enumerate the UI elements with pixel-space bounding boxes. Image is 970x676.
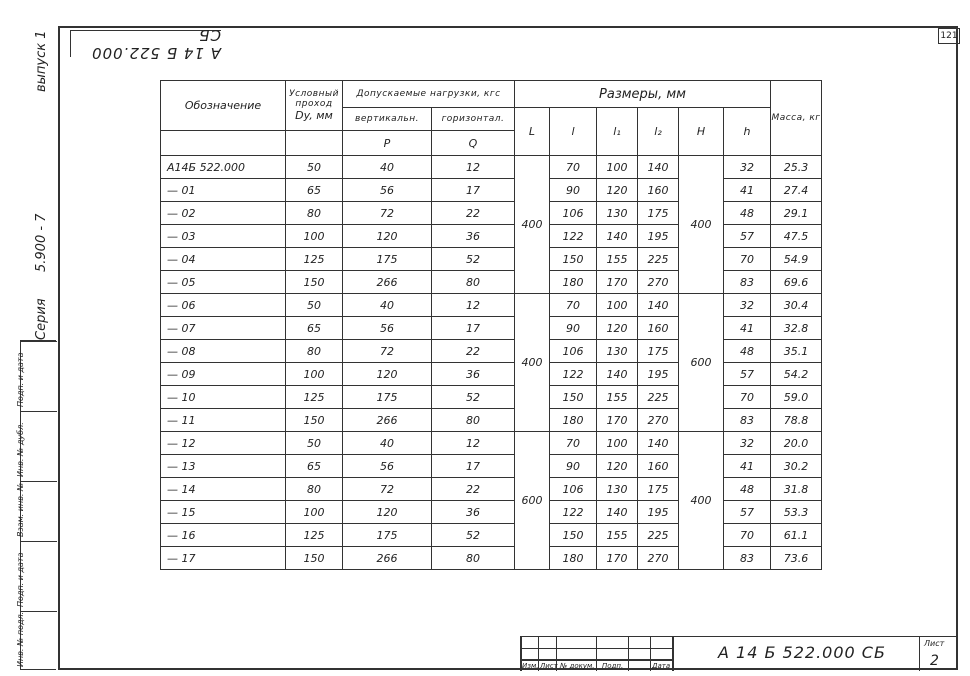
cell-mass: 54.9 [771,248,822,271]
cell-dy: 100 [286,501,343,524]
cell-l: 122 [550,501,597,524]
cell-l1: 130 [597,340,638,363]
cell-designation: — 17 [161,547,286,570]
cell-l: 122 [550,363,597,386]
stamp-cell: Инв. № дубл. [21,411,57,481]
cell-h: 41 [724,455,771,478]
cell-l2: 195 [638,501,679,524]
table-row [161,294,822,317]
cell-Q: 52 [432,248,515,271]
cell-mass: 31.8 [771,478,822,501]
stamp-cell: Подп. и дата [21,541,57,611]
cell-l: 106 [550,202,597,225]
cell-H-group: 400 [679,432,724,570]
cell-dy: 65 [286,317,343,340]
cell-l: 122 [550,225,597,248]
cell-h: 83 [724,271,771,294]
sheet-label: Лист [924,639,945,648]
header-sizes: Размеры, мм [515,81,771,108]
tb-label-sign: Подп. [602,662,624,670]
cell-l1: 140 [597,501,638,524]
cell-h: 32 [724,432,771,455]
cell-l1: 155 [597,248,638,271]
title-block [520,636,958,671]
cell-Q: 17 [432,317,515,340]
cell-L-group: 600 [515,432,550,570]
tb-label-date: Дата [652,662,671,670]
cell-Q: 36 [432,225,515,248]
cell-P: 40 [343,294,432,317]
cell-l: 90 [550,455,597,478]
cell-designation: — 15 [161,501,286,524]
stamp-cell: Подп. и дата [21,341,57,411]
title-block-code: А 14 Б 522.000 СБ [718,643,886,662]
cell-dy: 125 [286,524,343,547]
title-block-grid [520,637,672,671]
header-designation: Обозначение [161,81,286,131]
cell-l1: 170 [597,271,638,294]
cell-l: 150 [550,524,597,547]
cell-l2: 270 [638,547,679,570]
cell-P: 175 [343,386,432,409]
cell-designation: — 10 [161,386,286,409]
header-nominal-label: Условный проход [289,89,339,109]
tb-label-doc: № докум. [560,662,595,670]
header-H: H [679,108,724,156]
cell-h: 41 [724,179,771,202]
cell-dy: 150 [286,409,343,432]
cell-dy: 100 [286,225,343,248]
table-row [161,432,822,455]
issue-label: выпуск 1 [34,30,49,92]
page-corner-number: 121 [938,28,960,44]
cell-l2: 175 [638,478,679,501]
header-designation-cont [161,131,286,156]
cell-designation: — 07 [161,317,286,340]
stamp-cell: Инв. № подл. [21,611,57,671]
header-mass: Масса, кг [771,81,822,156]
cell-l1: 140 [597,363,638,386]
header-nominal [286,81,343,131]
cell-h: 83 [724,409,771,432]
cell-dy: 65 [286,455,343,478]
cell-mass: 53.3 [771,501,822,524]
cell-P: 40 [343,156,432,179]
cell-l2: 225 [638,386,679,409]
header-dy-cont [286,131,343,156]
cell-designation: — 09 [161,363,286,386]
cell-l2: 195 [638,363,679,386]
approval-stamp-strip [16,340,56,670]
tb-label-list: Лист [540,662,558,670]
cell-Q: 22 [432,340,515,363]
header-l2: l₂ [638,108,679,156]
cell-Q: 22 [432,202,515,225]
cell-l: 180 [550,547,597,570]
cell-l2: 175 [638,202,679,225]
top-designation-code: А 14 Б 522.000 СБ [70,30,221,57]
cell-l1: 140 [597,225,638,248]
cell-l2: 175 [638,340,679,363]
sheet-number-box [919,637,958,671]
series-label: Серия [34,298,49,340]
cell-h: 70 [724,524,771,547]
series-number: 5.900 - 7 [34,213,49,272]
cell-l2: 225 [638,248,679,271]
cell-dy: 80 [286,478,343,501]
header-h: h [724,108,771,156]
cell-designation: А14Б 522.000 [161,156,286,179]
cell-dy: 50 [286,294,343,317]
tb-label-izm: Изм. [522,662,539,670]
cell-L-group: 400 [515,156,550,294]
cell-l1: 100 [597,294,638,317]
cell-l: 106 [550,478,597,501]
cell-l1: 120 [597,179,638,202]
cell-h: 70 [724,386,771,409]
cell-P: 72 [343,340,432,363]
cell-dy: 50 [286,432,343,455]
cell-l2: 140 [638,294,679,317]
cell-Q: 17 [432,179,515,202]
cell-l: 106 [550,340,597,363]
cell-l: 150 [550,248,597,271]
cell-l2: 160 [638,179,679,202]
cell-P: 40 [343,432,432,455]
cell-l: 180 [550,409,597,432]
cell-designation: — 02 [161,202,286,225]
cell-l1: 100 [597,156,638,179]
cell-Q: 22 [432,478,515,501]
stamp-cell: Взам. инв. № [21,481,57,541]
cell-h: 57 [724,225,771,248]
header-Q: Q [432,131,515,156]
cell-dy: 150 [286,547,343,570]
cell-P: 266 [343,271,432,294]
cell-dy: 80 [286,202,343,225]
cell-l: 90 [550,317,597,340]
cell-l2: 270 [638,409,679,432]
cell-designation: — 11 [161,409,286,432]
cell-Q: 80 [432,409,515,432]
cell-l2: 140 [638,156,679,179]
cell-mass: 27.4 [771,179,822,202]
header-horizontal: горизонтал. [432,108,515,131]
cell-l1: 120 [597,317,638,340]
cell-dy: 50 [286,156,343,179]
header-P: P [343,131,432,156]
cell-h: 48 [724,340,771,363]
cell-h: 57 [724,363,771,386]
cell-l2: 270 [638,271,679,294]
cell-l1: 130 [597,202,638,225]
cell-designation: — 14 [161,478,286,501]
cell-h: 48 [724,478,771,501]
cell-H-group: 600 [679,294,724,432]
cell-mass: 29.1 [771,202,822,225]
header-vertical: вертикальн. [343,108,432,131]
cell-h: 57 [724,501,771,524]
cell-P: 175 [343,248,432,271]
cell-l2: 140 [638,432,679,455]
cell-Q: 36 [432,363,515,386]
cell-Q: 52 [432,524,515,547]
cell-l1: 170 [597,409,638,432]
cell-P: 120 [343,501,432,524]
cell-l1: 155 [597,386,638,409]
cell-h: 32 [724,294,771,317]
cell-Q: 52 [432,386,515,409]
cell-mass: 30.2 [771,455,822,478]
dimensions-table [160,80,822,570]
cell-h: 41 [724,317,771,340]
cell-designation: — 05 [161,271,286,294]
header-l: l [550,108,597,156]
cell-designation: — 03 [161,225,286,248]
cell-designation: — 01 [161,179,286,202]
cell-dy: 80 [286,340,343,363]
cell-Q: 12 [432,294,515,317]
header-l1: l₁ [597,108,638,156]
cell-designation: — 08 [161,340,286,363]
cell-Q: 17 [432,455,515,478]
cell-P: 72 [343,478,432,501]
cell-l1: 120 [597,455,638,478]
cell-mass: 69.6 [771,271,822,294]
cell-l: 70 [550,156,597,179]
cell-Q: 36 [432,501,515,524]
cell-H-group: 400 [679,156,724,294]
cell-mass: 73.6 [771,547,822,570]
cell-dy: 125 [286,248,343,271]
cell-l1: 100 [597,432,638,455]
cell-P: 120 [343,225,432,248]
cell-designation: — 12 [161,432,286,455]
cell-designation: — 06 [161,294,286,317]
cell-mass: 61.1 [771,524,822,547]
cell-l: 70 [550,294,597,317]
cell-mass: 54.2 [771,363,822,386]
cell-mass: 78.8 [771,409,822,432]
cell-mass: 32.8 [771,317,822,340]
cell-P: 72 [343,202,432,225]
cell-P: 56 [343,455,432,478]
cell-dy: 125 [286,386,343,409]
cell-Q: 12 [432,156,515,179]
cell-mass: 30.4 [771,294,822,317]
cell-l: 180 [550,271,597,294]
cell-mass: 47.5 [771,225,822,248]
table-row [161,156,822,179]
cell-L-group: 400 [515,294,550,432]
cell-P: 120 [343,363,432,386]
cell-mass: 35.1 [771,340,822,363]
cell-Q: 80 [432,271,515,294]
cell-Q: 12 [432,432,515,455]
cell-P: 266 [343,547,432,570]
cell-l2: 160 [638,317,679,340]
cell-designation: — 16 [161,524,286,547]
cell-l2: 160 [638,455,679,478]
header-loads: Допускаемые нагрузки, кгс [343,81,515,108]
cell-l2: 225 [638,524,679,547]
header-L: L [515,108,550,156]
cell-l1: 170 [597,547,638,570]
cell-h: 32 [724,156,771,179]
cell-P: 266 [343,409,432,432]
cell-mass: 25.3 [771,156,822,179]
cell-mass: 20.0 [771,432,822,455]
header-dy: Dy, мм [295,109,333,122]
cell-P: 56 [343,317,432,340]
cell-l: 150 [550,386,597,409]
cell-l1: 155 [597,524,638,547]
cell-Q: 80 [432,547,515,570]
cell-l: 70 [550,432,597,455]
cell-l2: 195 [638,225,679,248]
cell-h: 48 [724,202,771,225]
sheet-number: 2 [930,653,939,669]
cell-P: 56 [343,179,432,202]
cell-h: 83 [724,547,771,570]
cell-designation: — 04 [161,248,286,271]
cell-l: 90 [550,179,597,202]
cell-dy: 150 [286,271,343,294]
cell-mass: 59.0 [771,386,822,409]
cell-h: 70 [724,248,771,271]
cell-P: 175 [343,524,432,547]
cell-designation: — 13 [161,455,286,478]
cell-dy: 65 [286,179,343,202]
cell-l1: 130 [597,478,638,501]
cell-dy: 100 [286,363,343,386]
